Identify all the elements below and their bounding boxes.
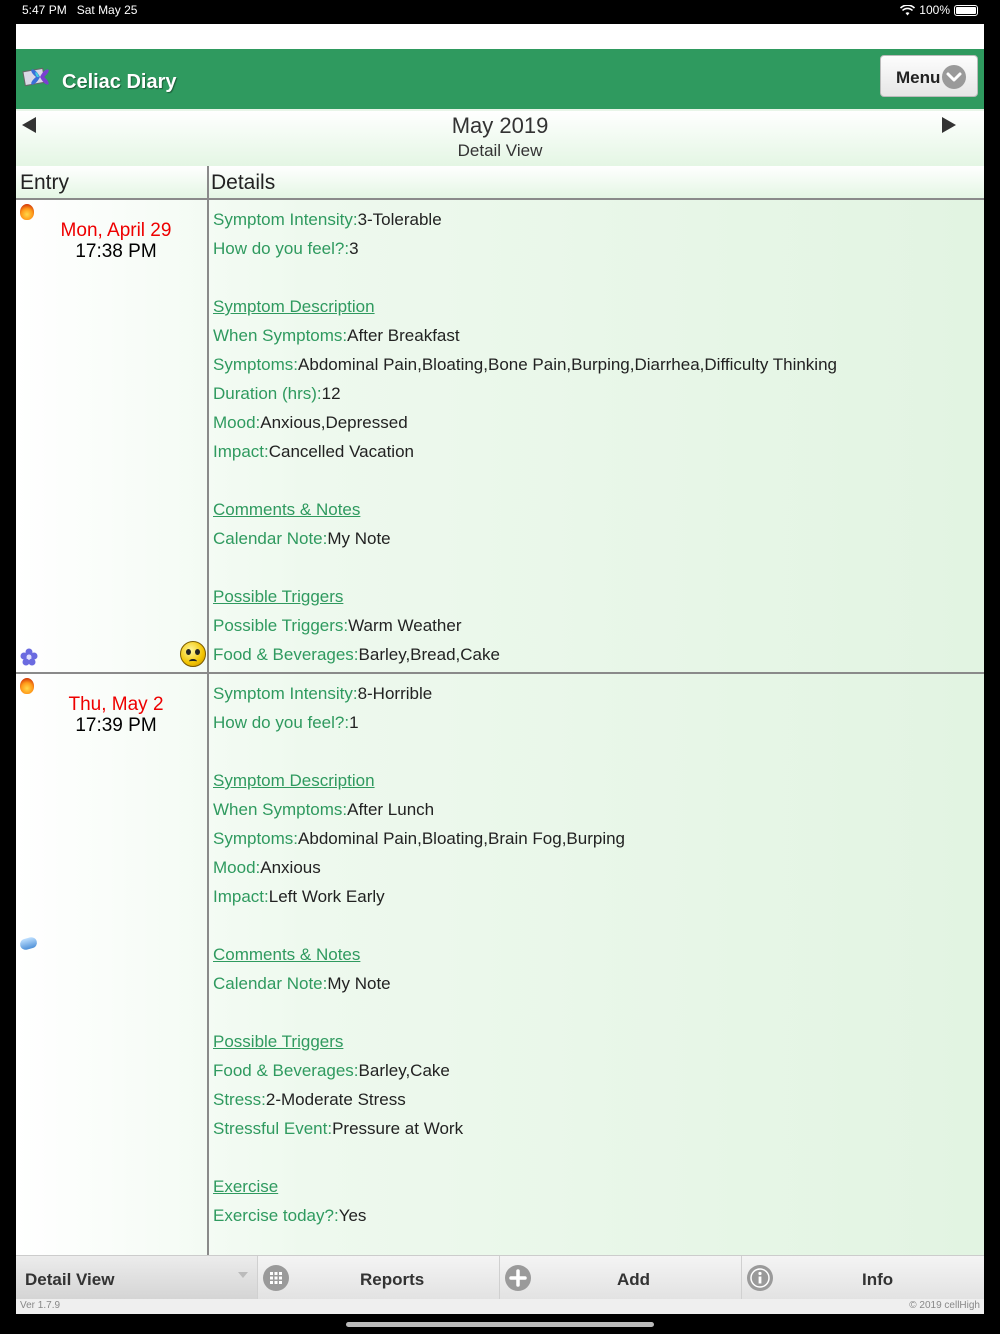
app-title: Celiac Diary (62, 71, 177, 93)
detail-line: How do you feel?:3 (213, 239, 359, 258)
detail-line: Possible Triggers:Warm Weather (213, 616, 462, 635)
detail-line: Calendar Note:My Note (213, 529, 391, 548)
details-column-header: Details (211, 171, 276, 194)
battery-icon (954, 5, 978, 16)
tab-label: Add (617, 1270, 651, 1289)
detail-line: Duration (hrs):12 (213, 384, 341, 403)
detail-line: Impact:Left Work Early (213, 887, 385, 906)
detail-line: Stress:2-Moderate Stress (213, 1090, 406, 1109)
detail-line: Stressful Event:Pressure at Work (213, 1119, 464, 1138)
entry-date: Mon, April 29 (60, 220, 172, 241)
plus-icon (505, 1265, 531, 1291)
tab-detail-view[interactable] (16, 1256, 258, 1300)
detail-line: Impact:Cancelled Vacation (213, 442, 414, 461)
detail-line: Symptom Intensity:3-Tolerable (213, 210, 442, 229)
bottom-tab-bar (16, 1255, 984, 1300)
column-header (16, 166, 984, 200)
battery-percent: 100% (919, 3, 950, 17)
dropdown-icon (238, 1272, 248, 1278)
tab-label: Detail View (25, 1270, 115, 1289)
next-month-arrow-icon[interactable] (942, 117, 956, 133)
entry-column-header: Entry (20, 171, 70, 194)
pill-icon (19, 936, 38, 951)
footer (16, 1299, 984, 1314)
status-right (900, 3, 978, 17)
entry-cell (16, 674, 207, 1274)
flare-icon (20, 678, 34, 694)
detail-line: Symptoms:Abdominal Pain,Bloating,Brain Fog,Burping (213, 829, 626, 848)
tab-info[interactable] (742, 1256, 984, 1300)
copyright-text: © 2019 cellHigh (909, 1300, 980, 1311)
section-heading: Comments & Notes (213, 500, 361, 519)
top-spacer (16, 24, 984, 49)
section-heading: Symptom Description (213, 771, 375, 790)
detail-line: Food & Beverages:Barley,Cake (213, 1061, 450, 1080)
entry-time: 17:38 PM (75, 241, 157, 262)
section-heading: Possible Triggers (213, 1032, 344, 1051)
butterfly-logo-icon (22, 65, 58, 89)
version-text: Ver 1.7.9 (20, 1300, 61, 1311)
menu-button[interactable] (880, 55, 978, 97)
section-heading: Symptom Description (213, 297, 375, 316)
flower-icon (20, 648, 38, 666)
entry-time: 17:39 PM (75, 715, 157, 736)
chevron-down-icon (942, 65, 966, 89)
menu-label: Menu (896, 68, 941, 87)
view-subtitle: Detail View (457, 141, 543, 160)
detail-line: Food & Beverages:Barley,Bread,Cake (213, 645, 500, 664)
column-divider (207, 674, 209, 1274)
month-title: May 2019 (451, 113, 549, 138)
month-navigation (16, 111, 984, 169)
section-heading: Exercise (213, 1177, 279, 1196)
detail-line: Calendar Note:My Note (213, 974, 391, 993)
wifi-icon (900, 5, 915, 16)
detail-line: Mood:Anxious,Depressed (213, 413, 408, 432)
detail-line: When Symptoms:After Lunch (213, 800, 435, 819)
app-window (16, 24, 984, 1314)
status-time: 5:47 PM Sat May 25 (22, 3, 138, 17)
detail-line: Exercise today?:Yes (213, 1206, 367, 1225)
tab-add[interactable] (500, 1256, 742, 1300)
tab-label: Info (862, 1270, 894, 1289)
tab-label: Reports (360, 1270, 425, 1289)
column-divider (207, 200, 209, 672)
detail-line: Symptom Intensity:8-Horrible (213, 684, 433, 703)
home-indicator[interactable] (346, 1322, 654, 1327)
entry-date: Thu, May 2 (68, 694, 164, 715)
column-divider (207, 166, 209, 198)
section-heading: Possible Triggers (213, 587, 344, 606)
diary-entry-row[interactable] (16, 200, 984, 674)
detail-line: When Symptoms:After Breakfast (213, 326, 460, 345)
ios-status-bar (0, 0, 1000, 22)
detail-line: Mood:Anxious (213, 858, 321, 877)
grid-icon (263, 1265, 289, 1291)
section-heading: Comments & Notes (213, 945, 361, 964)
entry-cell (16, 200, 207, 672)
detail-line: How do you feel?:1 (213, 713, 359, 732)
flare-icon (20, 204, 34, 220)
diary-entry-row[interactable] (16, 674, 984, 1274)
mood-face-icon (180, 641, 206, 667)
app-header (16, 49, 984, 111)
info-icon (747, 1265, 773, 1291)
detail-line: Symptoms:Abdominal Pain,Bloating,Bone Pain,Burping,Diarrhea,Difficulty Thinking (213, 355, 837, 374)
tab-reports[interactable] (258, 1256, 500, 1300)
